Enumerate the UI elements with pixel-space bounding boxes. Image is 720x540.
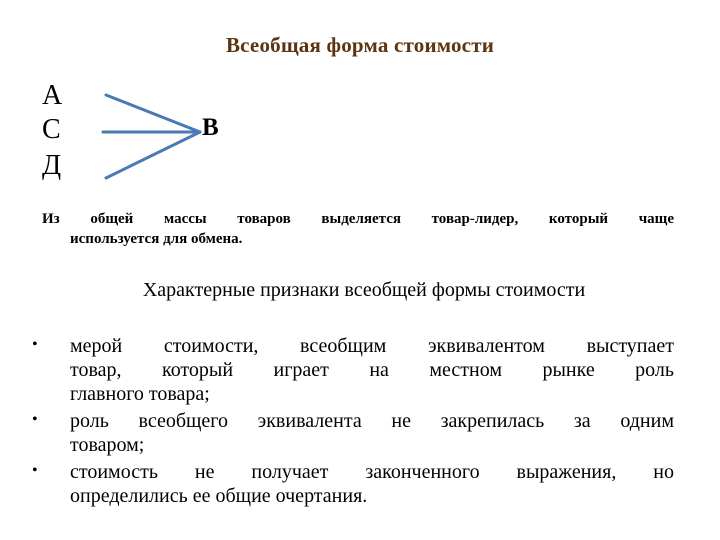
- intro-paragraph: [42, 209, 674, 249]
- list-item-line: мерой стоимости, всеобщим эквивалентом выступает: [70, 335, 674, 357]
- bullet-dot-icon: •: [32, 411, 38, 428]
- list-item-line: главного товара;: [70, 383, 210, 405]
- letter-b: В: [202, 114, 219, 141]
- list-item-line: стоимость не получает законченного выражения, но: [70, 461, 674, 483]
- arrow-line-bottom: [106, 132, 200, 178]
- arrow-line-top: [106, 95, 200, 132]
- letter-a: А: [42, 80, 63, 111]
- list-item-line: определились ее общие очертания.: [70, 485, 368, 507]
- list-item: [32, 409, 674, 457]
- list-item: [32, 334, 674, 406]
- list-item-line: роль всеобщего эквивалента не закрепилась за одним: [70, 410, 674, 432]
- feature-list: [32, 334, 674, 511]
- bullet-dot-icon: •: [32, 336, 38, 353]
- list-item-line: товар, который играет на местном рынке роль: [70, 359, 674, 381]
- intro-line-2: используется для обмена.: [70, 231, 243, 247]
- slide-title: Всеобщая форма стоимости: [225, 33, 495, 57]
- intro-line-1: Из общей массы товаров выделяется товар-лидер, который чаще: [42, 211, 674, 227]
- list-item-line: товаром;: [70, 434, 145, 456]
- bullet-dot-icon: •: [32, 462, 38, 479]
- letter-d: Д: [42, 150, 62, 181]
- letter-c: С: [42, 114, 61, 145]
- list-item: [32, 460, 674, 508]
- section-subtitle: Характерные признаки всеобщей формы стоимости: [142, 279, 586, 301]
